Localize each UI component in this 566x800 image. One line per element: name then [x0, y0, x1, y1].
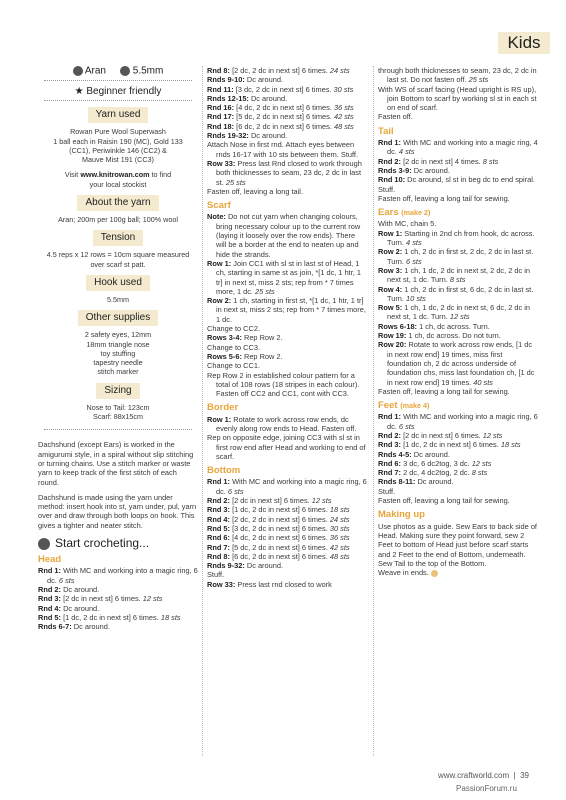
instruction-line: Rnd 16: [4 dc, 2 dc in next st] 6 times. 36 sts	[207, 103, 354, 113]
instruction-line: With WS of scarf facing (Head upright is RS up), join Bottom to scarf by working sl st in each st on end of scarf.	[378, 84, 537, 113]
divider	[44, 80, 192, 81]
instruction-line: Rnd 18: [6 dc, 2 dc in next st] 6 times. 48 sts	[207, 121, 354, 131]
instruction-line: Row 2: 1 ch, starting in first st, *[1 dc, 1 htr, 1 tr] in next st, miss 2 sts; rep from * 7 times more, 1 dc.	[207, 296, 366, 324]
scarf-note: Note: Do not cut yarn when changing colours, bring necessary colour up to the current row (laying it loosely over the row ends). There will be a border at the end to neaten up and hide the strands.	[207, 212, 361, 259]
instruction-line: With MC, chain 5.	[378, 219, 437, 229]
tail-title: Tail	[378, 125, 394, 137]
head-instructions	[38, 566, 198, 631]
instruction-line: Rnd 17: [5 dc, 2 dc in next st] 6 times. 42 sts	[207, 112, 354, 122]
instruction-line: Rnd 2: [2 dc in next st] 4 times. 8 sts	[378, 156, 499, 166]
instruction-line: Change to CC2.	[207, 324, 260, 334]
tension-title: Tension	[93, 230, 143, 246]
instruction-line: Row 33: Press last Rnd closed to work through both thicknesses to seam, 23 dc, 2 dc in last st. 25 sts	[207, 158, 362, 187]
instruction-line: Attach Nose in first rnd. Attach eyes between rnds 16-17 with 10 sts between them. Stuff.	[207, 140, 359, 159]
column-1	[38, 66, 198, 631]
instruction-line: Change to CC3.	[207, 342, 260, 352]
intro-paragraph: Dachshund is made using the yarn under method: insert hook into st, yarn under, pul, yarn over and draw through both loops on hook. This gives a tighter and neater stitch.	[38, 492, 197, 530]
instruction-line: Rnd 11: [3 dc, 2 dc in next st] 6 times. 30 sts	[207, 84, 354, 94]
instruction-line: Row 5: 1 ch, 1 dc, 2 dc in next st, 6 dc, 2 dc in next st, 1 dc. Turn. 12 sts	[378, 303, 531, 322]
instruction-line: Rnds 9-32: Dc around.	[207, 561, 284, 571]
bottom-title: Bottom	[207, 465, 241, 477]
sizing-title: Sizing	[96, 383, 139, 399]
scarf-instructions	[207, 259, 367, 398]
intro-paragraph: Dachshund (except Ears) is worked in the amigurumi style, in a spiral without slip stitching or turning chains. Use a stitch marker or waste yarn to keep track of the first stitch of each round.	[38, 440, 194, 487]
ears-instructions	[378, 219, 538, 396]
yarn-used-text: Rowan Pure Wool Superwash 1 ball each in Raisin 190 (MC), Gold 133 (CC1), Periwinkle 146 (CC2) & Mauve Mist 191 (CC3) Visit www.knitrowan.com to find your local stockist	[38, 127, 198, 189]
instruction-line: Rnd 1: With MC and working into a magic ring, 4 dc. 4 sts	[378, 138, 538, 157]
feet-instructions	[378, 412, 538, 505]
watermark-credit: PassionForum.ru	[456, 784, 517, 793]
instruction-line: Rnd 5: [3 dc, 2 dc in next st] 6 times. 30 sts	[207, 523, 350, 533]
supplies-title: Other supplies	[78, 310, 158, 326]
ears-title: Ears (make 2)	[378, 207, 431, 219]
instruction-line: Rnd 3: [1 dc, 2 dc in next st] 6 times. 18 sts	[207, 505, 350, 515]
bottom-instructions	[207, 477, 367, 589]
section-tab: Kids	[498, 32, 550, 54]
hook-text: 5.5mm	[107, 294, 129, 304]
tail-instructions	[378, 138, 538, 203]
instruction-line: Stuff.	[378, 486, 396, 496]
tension-text: 4.5 reps x 12 rows = 10cm square measured over scarf st patt.	[46, 250, 190, 269]
column-divider	[373, 66, 374, 756]
yarn-ball-icon	[38, 538, 50, 550]
instruction-line: Rows 6-18: 1 ch, dc across. Turn.	[378, 321, 490, 331]
instruction-line: Rnd 1: With MC and working into a magic ring, 6 dc. 6 sts	[207, 477, 367, 496]
instruction-line: Row 1: Rotate to work across row ends, dc evenly along row ends to Head. Fasten off.	[207, 414, 357, 433]
instruction-line: Rnd 2: [2 dc in next st] 6 times. 12 sts	[378, 430, 503, 440]
instruction-line: Rows 5-6: Rep Row 2.	[207, 351, 283, 361]
column-2	[207, 66, 367, 589]
instruction-line: Fasten off, leaving a long tail for sewing.	[378, 386, 510, 396]
instruction-line: Rnd 1: With MC and working into a magic ring, 6 dc. 6 sts	[378, 412, 538, 431]
about-yarn-text: Aran; 200m per 100g ball; 100% wool	[58, 215, 178, 225]
instruction-line: Row 2: 1 ch, 2 dc in first st, 2 dc, 2 dc in last st. Turn. 6 sts	[378, 247, 534, 266]
instruction-line: Stuff.	[378, 184, 396, 194]
instruction-line: Row 1: Starting in 2nd ch from hook, dc across. Turn. 4 sts	[378, 228, 535, 248]
instruction-line: Rnds 19-32: Dc around.	[207, 131, 288, 141]
instruction-line: Stuff.	[207, 570, 225, 580]
instruction-line: Row 3: 1 ch, 1 dc, 2 dc in next st, 2 dc, 2 dc in next st, 1 dc. Turn. 8 sts	[378, 265, 531, 285]
instruction-line: Rnds 4-5: Dc around.	[378, 449, 450, 459]
instruction-line: Rnd 3: [2 dc in next st] 6 times. 12 sts	[38, 594, 163, 604]
end-mark-icon	[431, 570, 438, 577]
instruction-line: Rnd 6: 3 dc, 6 dc2tog, 3 dc. 12 sts	[378, 458, 492, 468]
instruction-line: Rnd 2: [2 dc in next st] 6 times. 12 sts	[207, 496, 332, 506]
start-heading: Start crocheting...	[38, 538, 198, 550]
instruction-line: Rep Row 2 in established colour pattern for a total of 108 rows (18 stripes in each colour). Fasten off CC2 and CC1, cont with CC3.	[207, 370, 360, 399]
instruction-line: Rnd 5: [1 dc, 2 dc in next st] 6 times. 18 sts	[38, 612, 181, 622]
instruction-line: Rnd 6: [4 dc, 2 dc in next st] 6 times. 36 sts	[207, 533, 350, 543]
sizing-text: Nose to Tail: 123cm Scarf: 88x15cm	[86, 402, 150, 422]
supplies-list: 2 safety eyes, 12mm 18mm triangle nose toy stuffing tapestry needle stitch marker	[84, 330, 152, 377]
star-icon: ★	[74, 86, 84, 97]
instruction-line: Rnd 4: [2 dc, 2 dc in next st] 6 times. 24 sts	[207, 514, 350, 524]
instruction-line: Rnds 3-9: Dc around.	[378, 165, 450, 175]
about-yarn-title: About the yarn	[77, 195, 158, 211]
instruction-line: Rnd 1: With MC and working into a magic ring, 6 dc. 6 sts	[38, 566, 198, 585]
instruction-line: Rnds 8-11: Dc around.	[378, 477, 454, 487]
hook-title: Hook used	[86, 275, 150, 291]
instruction-line: Rnd 2: Dc around.	[38, 584, 100, 594]
yarn-used-title: Yarn used	[88, 107, 149, 123]
page-footer: www.craftworld.com | 39	[438, 771, 529, 780]
instruction-line: Row 1: Join CC1 with sl st in last st of Head, 1 ch, starting in same st as join, *[1 dc, 1 htr, 1 tr] in next st, miss 2 sts; rep from * 7 times more, 1 dc. 25 sts	[207, 258, 362, 296]
instruction-line: Rnd 8: [6 dc, 2 dc in next st] 6 times. 48 sts	[207, 551, 350, 561]
instruction-line: Rnd 4: Dc around.	[38, 603, 100, 613]
yarn-ball-icon	[73, 66, 83, 76]
scarf-title: Scarf	[207, 200, 231, 212]
divider	[44, 429, 192, 430]
making-up-text: Use photos as a guide. Sew Ears to back side of Head. Making sure they point forward, sew 2 Feet to bottom of Head just before scarf starts and 2 Feet to the end of Bottom, underneath. Sew Tail to the top of the Bottom. Weave in ends.	[378, 521, 537, 578]
instruction-line: Rnds 9-10: Dc around.	[207, 75, 284, 85]
instruction-line: Rnd 10: Dc around, sl st in beg dc to end spiral.	[378, 175, 535, 185]
instruction-line: through both thicknesses to seam, 23 dc, 2 dc in last st. Do not fasten off. 25 sts	[378, 66, 537, 85]
border-title: Border	[207, 402, 239, 414]
specs-row	[38, 66, 198, 76]
instruction-line: Row 33: Press last rnd closed to work	[207, 579, 332, 589]
instruction-line: Rnd 3: [1 dc, 2 dc in next st] 6 times. 18 sts	[378, 440, 521, 450]
bottom-continued	[378, 66, 538, 122]
column-divider	[202, 66, 203, 756]
feet-title: Feet (make 4)	[378, 400, 430, 412]
instruction-line: Row 19: 1 ch, dc across. Do not turn.	[378, 331, 501, 341]
instruction-line: Rnds 12-15: Dc around.	[207, 93, 288, 103]
level-badge: ★ Beginner friendly	[74, 86, 162, 97]
divider	[44, 100, 192, 101]
instruction-line: Rows 3-4: Rep Row 2.	[207, 333, 283, 343]
instruction-line: Fasten off.	[378, 112, 413, 122]
rowan-link[interactable]: www.knitrowan.com	[80, 170, 150, 180]
instruction-line: Row 4: 1 ch, 2 dc in first st, 6 dc, 2 dc in last st. Turn. 10 sts	[378, 284, 534, 303]
instruction-line: Change to CC1.	[207, 361, 260, 371]
instruction-line: Fasten off, leaving a long tail.	[207, 186, 304, 196]
head-continued	[207, 66, 367, 196]
hook-icon	[120, 66, 130, 76]
stockist-line: Visit www.knitrowan.com to find	[64, 170, 172, 180]
column-3	[378, 66, 538, 577]
instruction-line: Rnd 7: [5 dc, 2 dc in next st] 6 times. 42 sts	[207, 542, 350, 552]
hook-size: 5.5mm	[120, 66, 163, 76]
instruction-line: Rnd 7: 2 dc, 4 dc2tog, 2 dc. 8 sts	[378, 468, 488, 478]
instruction-line: Rep on opposite edge, joining CC3 with sl st in first row end after Head and working to end of scarf.	[207, 433, 366, 461]
instruction-line: Fasten off, leaving a long tail for sewing.	[378, 193, 510, 203]
border-instructions	[207, 415, 367, 461]
instruction-line: Fasten off, leaving a long tail for sewing.	[378, 496, 510, 506]
head-title: Head	[38, 554, 62, 566]
yarn-weight: Aran	[73, 66, 106, 76]
instruction-line: Rnd 8: [2 dc, 2 dc in next st] 6 times. 24 sts	[207, 66, 350, 75]
instruction-line: Row 20: Rotate to work across row ends, [1 dc in next row end] 19 times, miss first foundation ch, 2 dc across underside of foundation chs, miss last foundation ch, [1 dc in next row end] 19 times. 40 sts	[378, 340, 535, 387]
making-up-title: Making up	[378, 509, 425, 521]
instruction-line: Rnds 6-7: Dc around.	[38, 622, 110, 632]
